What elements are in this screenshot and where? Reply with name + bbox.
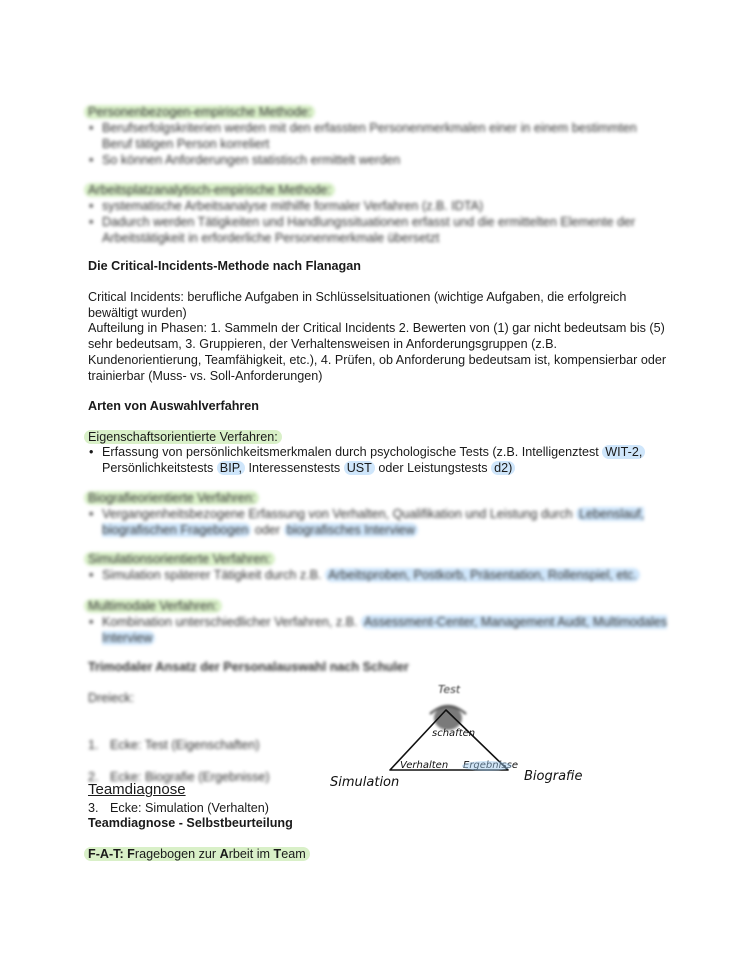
section-heading: Arbeitsplatzanalytisch-empirische Methode: [84,183,335,197]
critical-incidents-para2: Aufteilung in Phasen: 1. Sammeln der Critical Incidents 2. Bewerten von (1) gar nicht bedeutsam bis (5) sehr bedeutsam, 3. Gruppieren, der Verhaltensweisen in Anforderungsgruppen (z.B. Kundenorientierung, Teamfähigkeit, etc.), 4. Prüfen, ob Anforderung bedeutsam ist, kompensierbar oder trainierbar (Muss- vs. Soll-Anforderungen) [88,321,667,383]
highlight-ust: UST [344,461,375,475]
fat-letter-t: T [273,847,282,861]
item-text: Ecke: Biografie (Ergebnisse) [110,770,270,784]
fat-highlight [84,847,310,861]
list-item: • Berufserfolgskriterien werden mit den erfassten Personenmerkmalen einer in einem bestimmten Beruf tätigen Person korreliert [88,120,668,152]
trimodal-item-1 [88,737,330,753]
eigenschaft-heading [88,429,668,445]
sketch-label-inner-top: schaften [432,728,476,739]
fat-text: eam [281,847,306,861]
fat-letter-f: F [127,847,135,861]
list-item: • Dadurch werden Tätigkeiten und Handlungssituationen erfasst und die ermittelten Elemente der Arbeitstätigkeit in erforderliche Personenmerkmale übersetzt [88,214,668,246]
highlight-d2: d2) [491,461,515,475]
section-simulation [88,551,668,583]
list-item [88,506,668,538]
eigenschaft-heading-text: Eigenschaftsorientierte Verfahren: [84,430,282,444]
list-item: • So können Anforderungen statistisch ermittelt werden [88,152,668,168]
bullet-text: Persönlichkeitstests [102,461,217,475]
sketch-label-inner-left: Verhalten [400,760,449,771]
teamdiagnose-title: Teamdiagnose [88,781,186,798]
section-heading: Simulationsorientierte Verfahren: [84,552,275,566]
item-text: Ecke: Simulation (Verhalten) [110,801,269,815]
sketch-label-inner-right: Ergebnisse [463,760,518,771]
fat-line [88,846,668,862]
section-heading: Biografieorientierte Verfahren: [84,491,259,505]
trimodal-intro: Dreieck: [88,691,135,705]
trimodal-triangle-sketch [320,680,600,792]
fat-abbrev: F-A-T: [88,847,124,861]
bullet-text: Simulation späterer Tätigkeit durch z.B. [102,568,326,582]
item-text: Ecke: Test (Eigenschaften) [110,738,260,752]
trimodal-item-3 [88,800,330,816]
list-item [88,567,668,583]
sketch-scribble-top [430,706,466,730]
fat-letter-a: A [219,847,229,861]
highlight: Assessment-Center, Management Audit, Multimodales Interview [102,615,668,645]
section-biografie [88,490,668,538]
highlight: Arbeitsproben, Postkorb, Präsentation, Rollenspiel, etc. [325,568,640,582]
item-number: 1. [88,738,99,752]
bullet-text: Interessenstests [244,461,344,475]
highlight-wit2: WIT-2, [602,445,645,459]
bullet-text: Erfassung von persönlichkeitsmerkmalen durch psychologische Tests (z.B. Intelligenztest [102,445,603,459]
bullet-text: oder Leistungstests [374,461,492,475]
sketch-highlight [462,761,512,771]
arten-heading: Arten von Auswahlverfahren [88,399,259,413]
critical-incidents-heading: Die Critical-Incidents-Methode nach Flanagan [88,259,361,273]
teamdiagnose-subheading: Teamdiagnose - Selbstbeurteilung [88,816,293,830]
highlight-bip: BIP, [217,461,245,475]
list-item [88,614,668,646]
highlight: Lebenslauf, biografischen Fragebogen [102,507,645,537]
highlight: biografisches Interview [284,523,418,537]
section-heading: Multimodale Verfahren: [84,599,222,613]
fat-text: rbeit im [228,847,274,861]
sketch-label-top: Test [438,683,461,696]
bullet-text: oder [251,523,284,537]
bullet-text: Vergangenheitsbezogene Erfassung von Verhalten, Qualifikation und Leistung durch [102,507,576,521]
trimodal-heading: Trimodaler Ansatz der Personalauswahl nach Schuler [88,660,409,674]
fat-text: ragebogen zur [134,847,220,861]
item-number: 3. [88,801,99,815]
section-heading: Personenbezogen-empirische Methode: [84,105,315,119]
item-number: 2. [88,770,99,784]
eigenschaft-bullet [88,444,682,476]
sketch-label-biografie: Biografie [524,769,583,784]
sketch-label-simulation: Simulation [330,775,400,790]
section-arbeitsplatzanalytisch [88,182,668,246]
critical-incidents-para1: Critical Incidents: berufliche Aufgaben in Schlüsselsituationen (wichtige Aufgaben, die erfolgreich bewältigt wurden) [88,290,627,320]
section-multimodal [88,598,668,646]
bullet-text: Kombination unterschiedlicher Verfahren, z.B. [102,615,362,629]
section-personenbezogen [88,104,668,168]
list-item: • systematische Arbeitsanalyse mithilfe formaler Verfahren (z.B. IDTA) [88,198,668,214]
